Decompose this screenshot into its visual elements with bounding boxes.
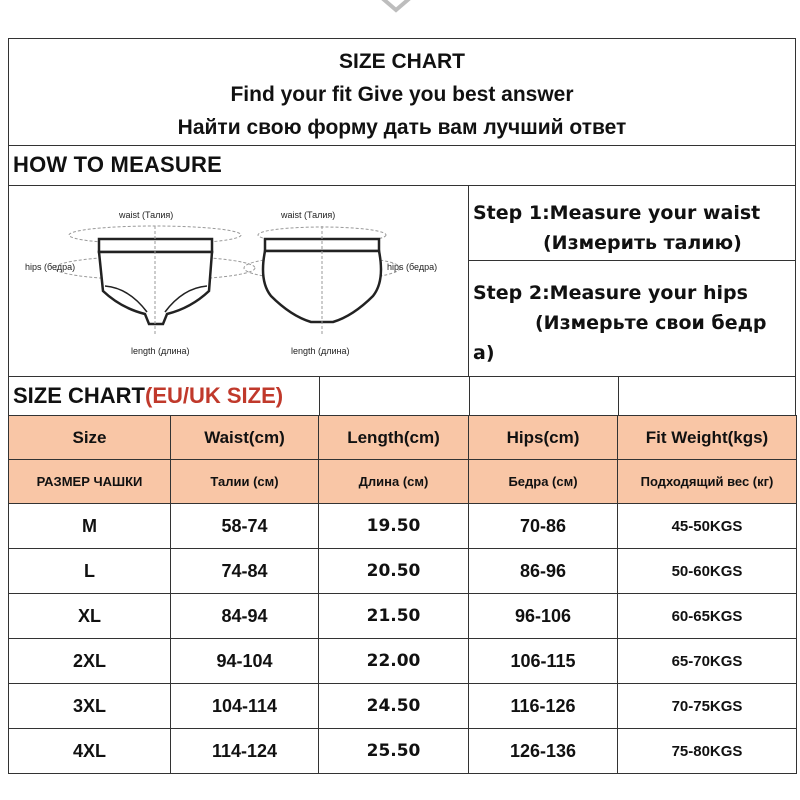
title: SIZE CHART [339,50,465,73]
divider [469,377,470,415]
table-row [9,684,797,729]
subtitle-ru: Найти свою форму дать вам лучший ответ [177,116,627,139]
cell-length: 19.50 [319,504,469,549]
cell-size: 4XL [9,729,171,774]
table-row [9,594,797,639]
header-waist: Waist(cm) [171,416,319,460]
cell-waist: 104-114 [171,684,319,729]
header-length: Length(cm) [319,416,469,460]
cell-weight: 45-50KGS [618,504,797,549]
size-chart-label-region: (EU/UK SIZE) [145,383,284,408]
cell-length: 22.00 [319,639,469,684]
cell-weight: 65-70KGS [618,639,797,684]
cell-size: 3XL [9,684,171,729]
right-hips-label: hips (бедра) [387,262,438,272]
cell-weight: 70-75KGS [618,684,797,729]
step-2 [473,278,793,368]
divider [319,377,320,415]
cell-length: 20.50 [319,549,469,594]
cell-weight: 60-65KGS [618,594,797,639]
step-2-text: Step 2:Measure your hips [473,282,748,304]
step-divider [469,260,795,261]
subtitle-en: Find your fit Give you best answer [230,83,574,106]
cell-size: M [9,504,171,549]
size-chart-label-row [8,376,796,416]
cell-weight: 75-80KGS [618,729,797,774]
size-table [8,415,797,774]
right-length-label: length (длина) [291,346,350,356]
brief-back-icon [244,226,400,336]
header-length-ru: Длина (см) [319,460,469,504]
header-size-ru: РАЗМЕР ЧАШКИ [9,460,171,504]
cell-weight: 50-60KGS [618,549,797,594]
size-chart-label-main: SIZE CHART [13,383,145,408]
step-1-ru: (Измерить талию) [543,232,742,254]
header-waist-ru: Талии (см) [171,460,319,504]
cell-hips: 106-115 [469,639,618,684]
cell-length: 21.50 [319,594,469,639]
left-length-label: length (длина) [131,346,190,356]
cell-size: XL [9,594,171,639]
measurement-diagram [8,185,469,377]
cell-hips: 126-136 [469,729,618,774]
table-row [9,729,797,774]
header-weight-ru: Подходящий вес (кг) [618,460,797,504]
table-row [9,639,797,684]
right-waist-label: waist (Талия) [281,210,336,220]
cell-length: 25.50 [319,729,469,774]
step-1 [473,198,760,258]
cell-size: L [9,549,171,594]
step-2-ru-cont: а) [473,342,495,364]
underwear-diagram-illustration [9,186,468,376]
measure-steps [468,185,796,377]
table-row [9,504,797,549]
left-waist-label: waist (Талия) [119,210,174,220]
table-row [9,549,797,594]
header-hips-ru: Бедра (см) [469,460,618,504]
cell-waist: 94-104 [171,639,319,684]
divider [618,377,619,415]
size-chart-card [8,38,796,798]
how-to-measure-bar [8,145,796,186]
table-header-row [9,416,797,460]
header-hips: Hips(cm) [469,416,618,460]
cell-hips: 86-96 [469,549,618,594]
how-to-measure-heading: HOW TO MEASURE [13,152,222,177]
cell-hips: 96-106 [469,594,618,639]
size-chart-label [13,383,283,409]
cell-waist: 58-74 [171,504,319,549]
cell-hips: 116-126 [469,684,618,729]
brief-front-icon [55,226,255,336]
cell-size: 2XL [9,639,171,684]
step-1-text: Step 1:Measure your waist [473,202,761,224]
left-hips-label: hips (бедра) [25,262,76,272]
table-header-row-ru [9,460,797,504]
header-weight: Fit Weight(kgs) [618,416,797,460]
cell-length: 24.50 [319,684,469,729]
chevron-down-icon [376,0,416,16]
cell-waist: 114-124 [171,729,319,774]
step-2-ru: (Измерьте свои бедр [535,312,767,334]
header-size: Size [9,416,171,460]
cell-hips: 70-86 [469,504,618,549]
cell-waist: 74-84 [171,549,319,594]
title-block [8,38,796,146]
cell-waist: 84-94 [171,594,319,639]
